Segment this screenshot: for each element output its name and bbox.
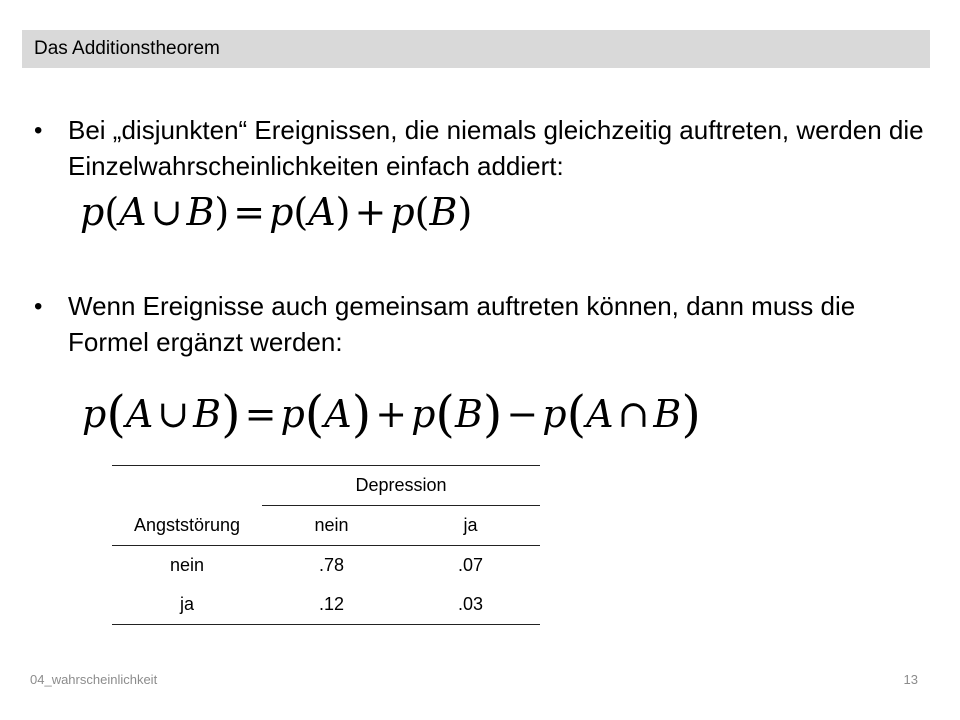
formula-symbol: ) xyxy=(351,385,372,443)
plus-symbol: + xyxy=(375,392,408,436)
formula-disjoint xyxy=(80,190,472,234)
formula-symbol: ( xyxy=(414,190,430,234)
plus-symbol: + xyxy=(354,190,387,234)
formula-symbol: A xyxy=(119,190,147,234)
formula-symbol: ( xyxy=(304,385,325,443)
table-row-label: ja xyxy=(112,585,262,625)
equals-symbol: = xyxy=(233,190,266,234)
table-row-header-label: Angststörung xyxy=(112,506,262,546)
formula-symbol: B xyxy=(454,392,483,436)
formula-symbol: ) xyxy=(335,190,351,234)
table-cell: .78 xyxy=(318,555,345,575)
formula-symbol: ( xyxy=(106,385,126,443)
formula-symbol: p xyxy=(542,392,567,436)
formula-symbol: p xyxy=(280,392,305,436)
formula-symbol: A xyxy=(308,190,336,234)
formula-symbol: ) xyxy=(221,385,241,443)
union-symbol: ∪ xyxy=(150,190,183,234)
formula-symbol: ( xyxy=(435,385,455,443)
formula-symbol: ( xyxy=(104,190,120,234)
bullet-marker: • xyxy=(34,293,43,320)
table-cell-empty xyxy=(112,466,262,506)
formula-symbol: p xyxy=(411,392,436,436)
formula-symbol: B xyxy=(429,190,458,234)
formula-symbol: p xyxy=(269,190,294,234)
bullet-text-disjoint: Bei „disjunkten“ Ereignissen, die niemals gleichzeitig auftreten, werden die Einzelwahrscheinlichkeiten einfach addiert: xyxy=(68,115,924,181)
table-cell: .12 xyxy=(262,585,401,625)
table-row xyxy=(112,506,540,546)
header-bar xyxy=(22,30,930,68)
bullet-text-joint: Wenn Ereignisse auch gemeinsam auftreten können, dann muss die Formel ergänzt werden: xyxy=(68,291,856,357)
footer-filename: 04_wahrscheinlichkeit xyxy=(30,672,158,687)
table-row-label: nein xyxy=(169,555,205,575)
table-row xyxy=(112,466,540,506)
union-symbol: ∪ xyxy=(157,392,190,436)
formula-general xyxy=(82,385,701,443)
formula-symbol: p xyxy=(390,190,415,234)
contingency-table xyxy=(112,465,540,625)
table-col-header: nein xyxy=(262,506,401,546)
formula-symbol: ( xyxy=(566,385,587,443)
formula-symbol: ( xyxy=(293,190,309,234)
table-cell: .03 xyxy=(401,585,540,625)
formula-symbol: A xyxy=(586,392,614,436)
formula-symbol: ) xyxy=(214,190,230,234)
formula-symbol: B xyxy=(653,392,682,436)
table-row xyxy=(112,585,540,625)
table-col-header: ja xyxy=(401,506,540,546)
table-cell: .07 xyxy=(457,555,484,575)
slide-title: Das Additionstheorem xyxy=(34,38,220,59)
equals-symbol: = xyxy=(244,392,277,436)
formula-symbol: A xyxy=(324,392,352,436)
bullet-marker: • xyxy=(34,117,43,144)
page-number: 13 xyxy=(903,672,918,687)
table-group-header: Depression xyxy=(262,466,540,506)
table-row xyxy=(112,546,540,586)
formula-symbol: ) xyxy=(457,190,473,234)
formula-symbol: p xyxy=(82,392,107,436)
intersection-symbol: ∩ xyxy=(617,392,650,436)
minus-symbol: − xyxy=(506,392,539,436)
formula-symbol: ) xyxy=(482,385,503,443)
formula-symbol: B xyxy=(193,392,222,436)
formula-symbol: B xyxy=(186,190,215,234)
formula-symbol: A xyxy=(125,392,154,436)
formula-symbol: ) xyxy=(681,385,701,443)
formula-symbol: p xyxy=(80,190,105,234)
